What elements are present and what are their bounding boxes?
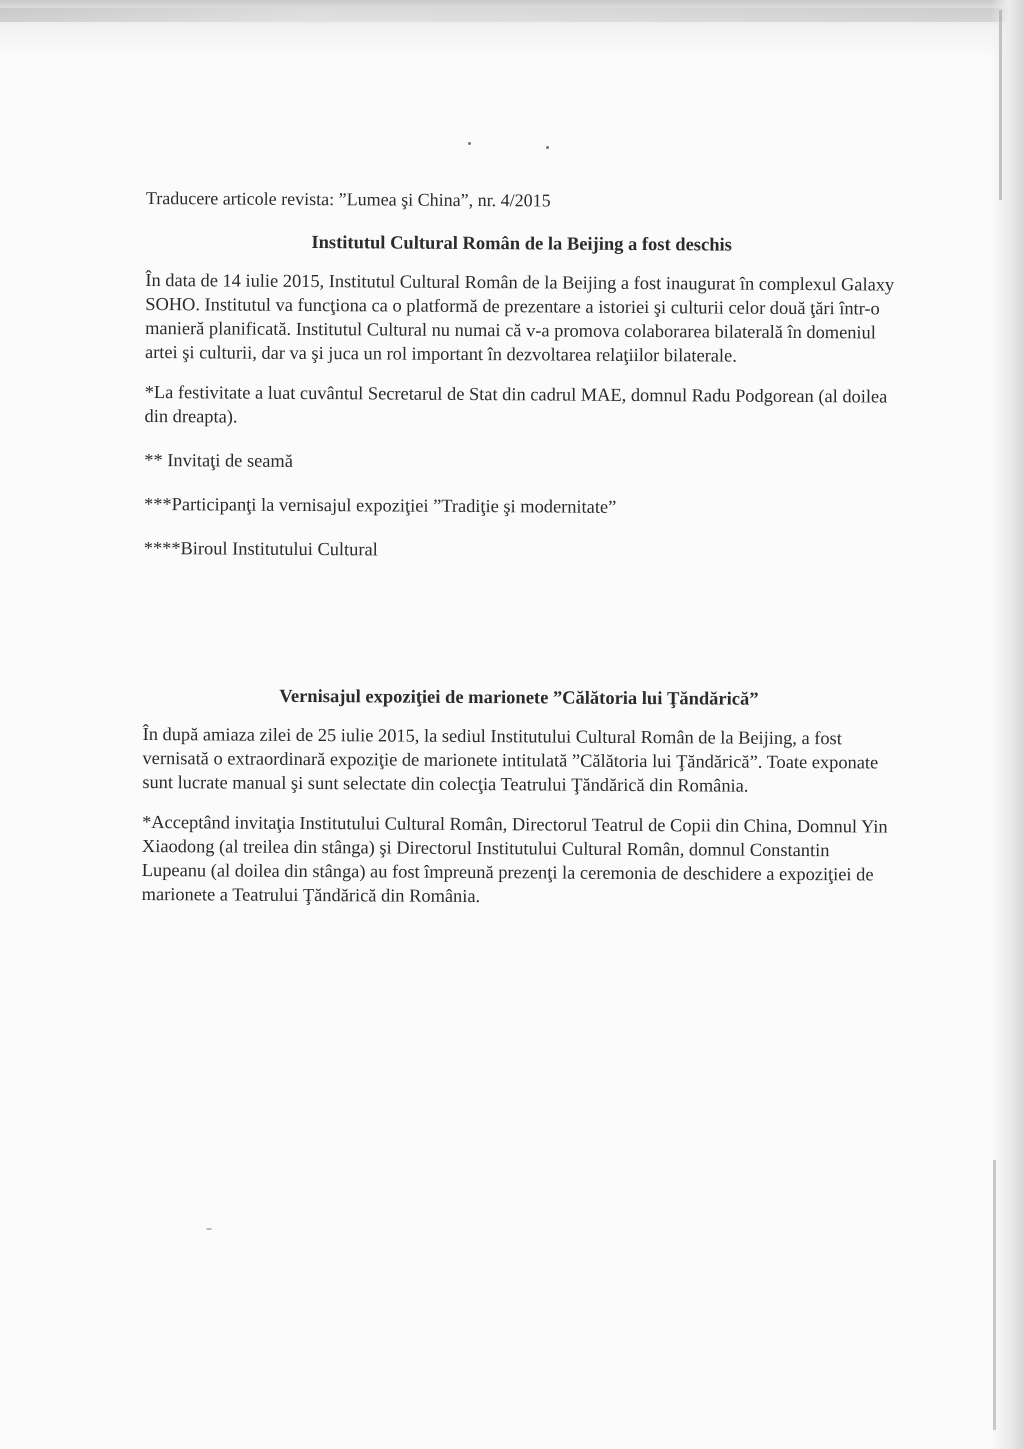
article1-caption-3: ***Participanţi la vernisajul expoziţiei ”Tradiţie şi modernitate”: [143, 493, 617, 517]
section-gap: [143, 580, 896, 689]
article1-caption-4: ****Biroul Institutului Cultural: [143, 537, 378, 560]
article2-body: În după amiaza zilei de 25 iulie 2015, la sediul Institutului Cultural Român de la Beijing, a fost vernisată o extraordinară expoziţie de marionete intitulată ”Călătoria lui Ţăndărică”. Toate exponate sunt lucrate manual şi sunt selectate din colecţia Teatrului Ţăndărică din România.: [142, 723, 879, 796]
document-body: [141, 186, 898, 931]
article1-title: Institutul Cultural Român de la Beijing a fost deschis: [311, 233, 732, 256]
scan-right-edge-line: [999, 10, 1002, 200]
scan-speck: [546, 146, 549, 149]
scan-speck: [468, 142, 471, 145]
source-line: Traducere articole revista: ”Lumea şi China”, nr. 4/2015: [145, 187, 551, 211]
article1-body: În data de 14 iulie 2015, Institutul Cultural Român de la Beijing a fost inaugurat în complexul Galaxy SOHO. Institutul va funcţiona ca o platformă de prezentare a istoriei şi culturii celor două ţări într-o manieră planificată. Institutul Cultural nu numai că v-a promova colaborarea bilaterală în domeniul artei şi culturii, dar va şi juca un rol important în dezvoltarea relaţiilor bilaterale.: [144, 269, 895, 366]
article1-caption-2: ** Invitaţi de seamă: [144, 449, 293, 471]
scan-top-streak: [0, 8, 1024, 22]
scan-right-edge-line-lower: [993, 1160, 996, 1430]
article2-title: Vernisajul expoziţiei de marionete ”Călătoria lui Ţăndărică”: [279, 686, 759, 710]
scan-speck: [206, 1228, 212, 1230]
article2-caption: *Acceptând invitaţia Institutului Cultural Român, Directorul Teatrul de Copii din China, Domnul Yin Xiaodong (al treilea din stânga) şi Directorul Institutului Cultural Român, domnul Constantin Lupeanu (al doilea din stânga) au fost împreună prezenţi la ceremonia de deschidere a expoziţiei de marionete a Teatrului Ţăndărică din România.: [141, 811, 888, 907]
article1-caption-1: *La festivitate a luat cuvântul Secretarul de Stat din cadrul MAE, domnul Radu Podgorean (al doilea din dreapta).: [144, 381, 888, 427]
